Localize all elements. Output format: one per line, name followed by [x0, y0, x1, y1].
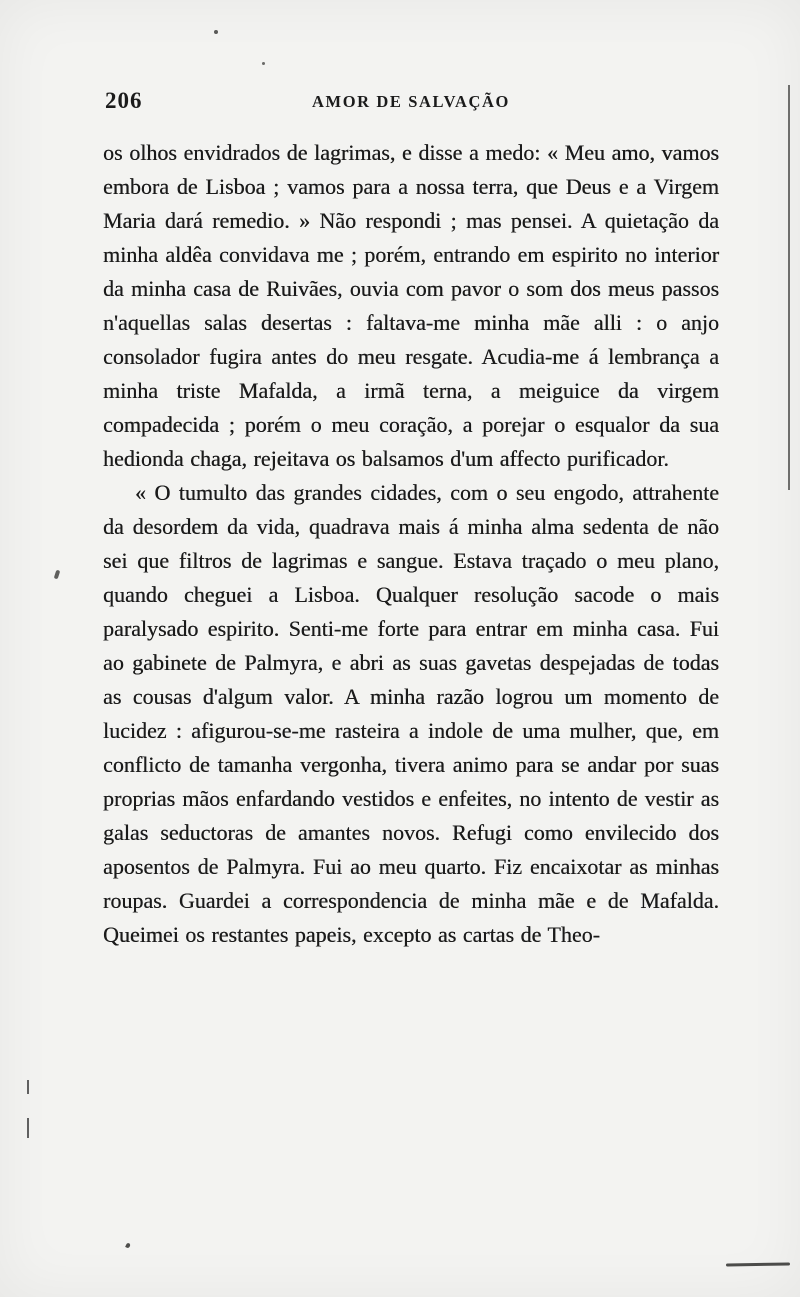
page-header: [103, 88, 719, 116]
scan-artifact-speck: [214, 30, 218, 34]
text-block: [103, 136, 719, 952]
scan-artifact-vertical-line: [788, 85, 790, 490]
scan-artifact-bottom-mark: [726, 1262, 790, 1266]
scan-artifact-speck: [125, 1242, 131, 1248]
paragraph: « O tumulto das grandes cidades, com o seu engodo, attrahente da desordem da vida, quadrava mais á minha alma sedenta de não sei que filtros de lagrimas e sangue. Estava traçado o meu plano, quando cheguei a Lisboa. Qualquer resolução sacode o mais paralysado espirito. Senti-me forte para entrar em minha casa. Fui ao gabinete de Palmyra, e abri as suas gavetas despejadas de todas as cousas d'algum valor. A minha razão logrou um momento de lucidez : afigurou-se-me rasteira a indole de uma mulher, que, em conflicto de tamanha vergonha, tivera animo para se andar por suas proprias mãos enfardando vestidos e enfeites, no intento de vestir as galas seductoras de amantes novos. Refugi como envilecido dos aposentos de Palmyra. Fui ao meu quarto. Fiz encaixotar as minhas roupas. Guardei a correspondencia de minha mãe e de Mafalda. Queimei os restantes papeis, excepto as cartas de Theo-: [103, 480, 719, 947]
running-title: AMOR DE SALVAÇÃO: [312, 92, 510, 111]
scan-artifact-speck: [262, 62, 265, 65]
paragraph-continuation: os olhos envidrados de lagrimas, e disse a medo: « Meu amo, vamos embora de Lisboa ; vamos para a nossa terra, que Deus e a Virgem Maria dará remedio. » Não respondi ; mas pensei. A quietação da minha aldêa convidava me ; porém, entrando em espirito no interior da minha casa de Ruivães, ouvia com pavor o som dos meus passos n'aquellas salas desertas : faltava-me minha mãe alli : o anjo consolador fugira antes do meu resgate. Acudia-me á lembrança a minha triste Mafalda, a irmã terna, a meiguice da virgem compadecida ; porém o meu coração, a porejar o esqualor da sua hedionda chaga, rejeitava os balsamos d'um affecto purificador.: [103, 140, 719, 471]
scan-artifact-margin-dash: [27, 1080, 29, 1094]
scan-artifact-left-mark: [54, 570, 61, 580]
scan-artifact-margin-dash: [27, 1118, 29, 1138]
page-number: 206: [105, 88, 143, 113]
